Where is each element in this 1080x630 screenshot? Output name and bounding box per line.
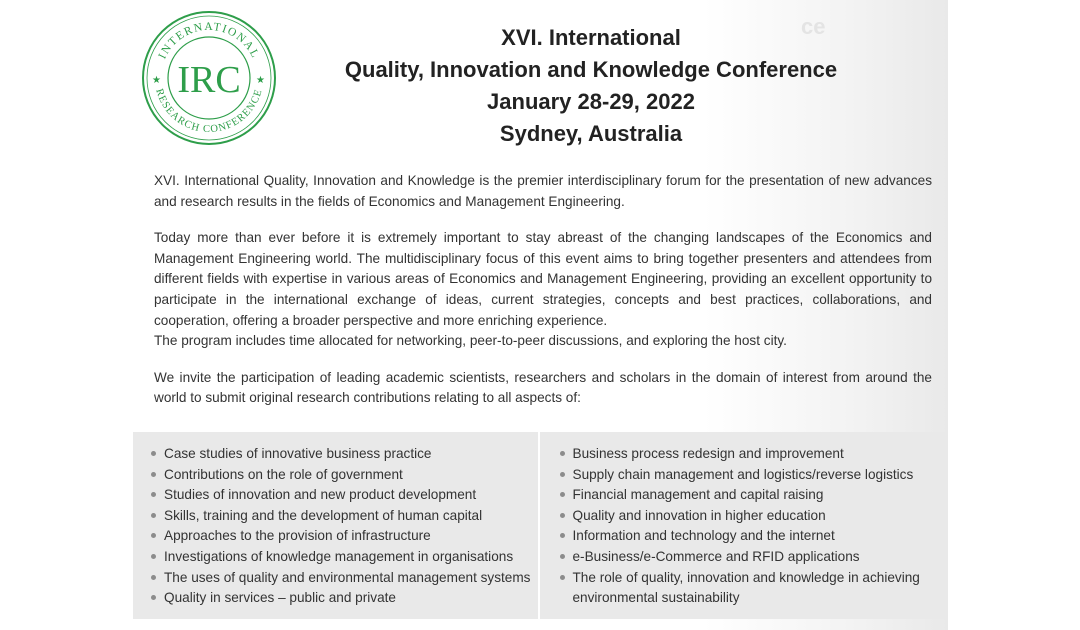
topics-column-right — [538, 432, 947, 619]
background-watermark-text: ce — [801, 14, 826, 39]
topic-item: Business process redesign and improvement — [558, 444, 947, 465]
topics-column-left — [133, 432, 538, 619]
svg-text:★: ★ — [152, 75, 161, 86]
topic-item: Quality and innovation in higher education — [558, 506, 947, 527]
intro-paragraph-2: Today more than ever before it is extremely important to stay abreast of the changing landscapes of the Economics and Management Engineering world. The multidisciplinary focus of this event aims to bring together presenters and attendees from different fields with expertise in various areas of Economics and Management Engineering, providing an excellent opportunity to participate in the international exchange of ideas, current strategies, concepts and best practices, collaborations, and cooperation, offering a broader perspective and more enriching experience. — [154, 230, 932, 328]
svg-text:★: ★ — [256, 75, 265, 86]
intro-paragraph-4: We invite the participation of leading academic scientists, researchers and scholars in the domain of interest from around the world to submit original research contributions relating to all aspects of: — [154, 369, 932, 406]
topic-item: Approaches to the provision of infrastructure — [149, 526, 538, 547]
topic-item: Investigations of knowledge management in organisations — [149, 547, 538, 568]
intro-section — [154, 171, 932, 409]
topic-item: Case studies of innovative business practice — [149, 444, 538, 465]
intro-paragraph-1: XVI. International Quality, Innovation and Knowledge is the premier interdisciplinary forum for the presentation of new advances and research results in the fields of Economics and Management Engineering. — [154, 173, 932, 209]
topic-item: Skills, training and the development of human capital — [149, 506, 538, 527]
topic-item: Contributions on the role of government — [149, 465, 538, 486]
conference-dates: January 28-29, 2022 — [487, 89, 695, 114]
topic-item: Financial management and capital raising — [558, 485, 947, 506]
conference-header — [283, 22, 899, 150]
topic-item: e-Business/e-Commerce and RFID applications — [558, 547, 947, 568]
logo-ring-text-bottom: RESEARCH CONFERENCE — [153, 87, 265, 136]
topic-item: Quality in services – public and private — [149, 588, 538, 609]
conference-edition: XVI. International — [501, 25, 681, 50]
topic-item: Studies of innovation and new product development — [149, 485, 538, 506]
intro-paragraph-3: The program includes time allocated for networking, peer-to-peer discussions, and exploring the host city. — [154, 333, 787, 349]
conference-flyer — [133, 0, 948, 630]
topic-item: The role of quality, innovation and knowledge in achieving environmental sustainability — [558, 568, 947, 609]
topic-item: Supply chain management and logistics/reverse logistics — [558, 465, 947, 486]
topic-item: The uses of quality and environmental management systems — [149, 568, 538, 589]
conference-location: Sydney, Australia — [499, 121, 683, 146]
irc-logo — [141, 10, 277, 146]
logo-ring-text-top: INTERNATIONAL — [156, 20, 262, 61]
topic-item: Information and technology and the internet — [558, 526, 947, 547]
logo-monogram: IRC — [177, 59, 241, 101]
topics-panel — [133, 432, 946, 619]
conference-title: Quality, Innovation and Knowledge Conference — [344, 57, 838, 82]
